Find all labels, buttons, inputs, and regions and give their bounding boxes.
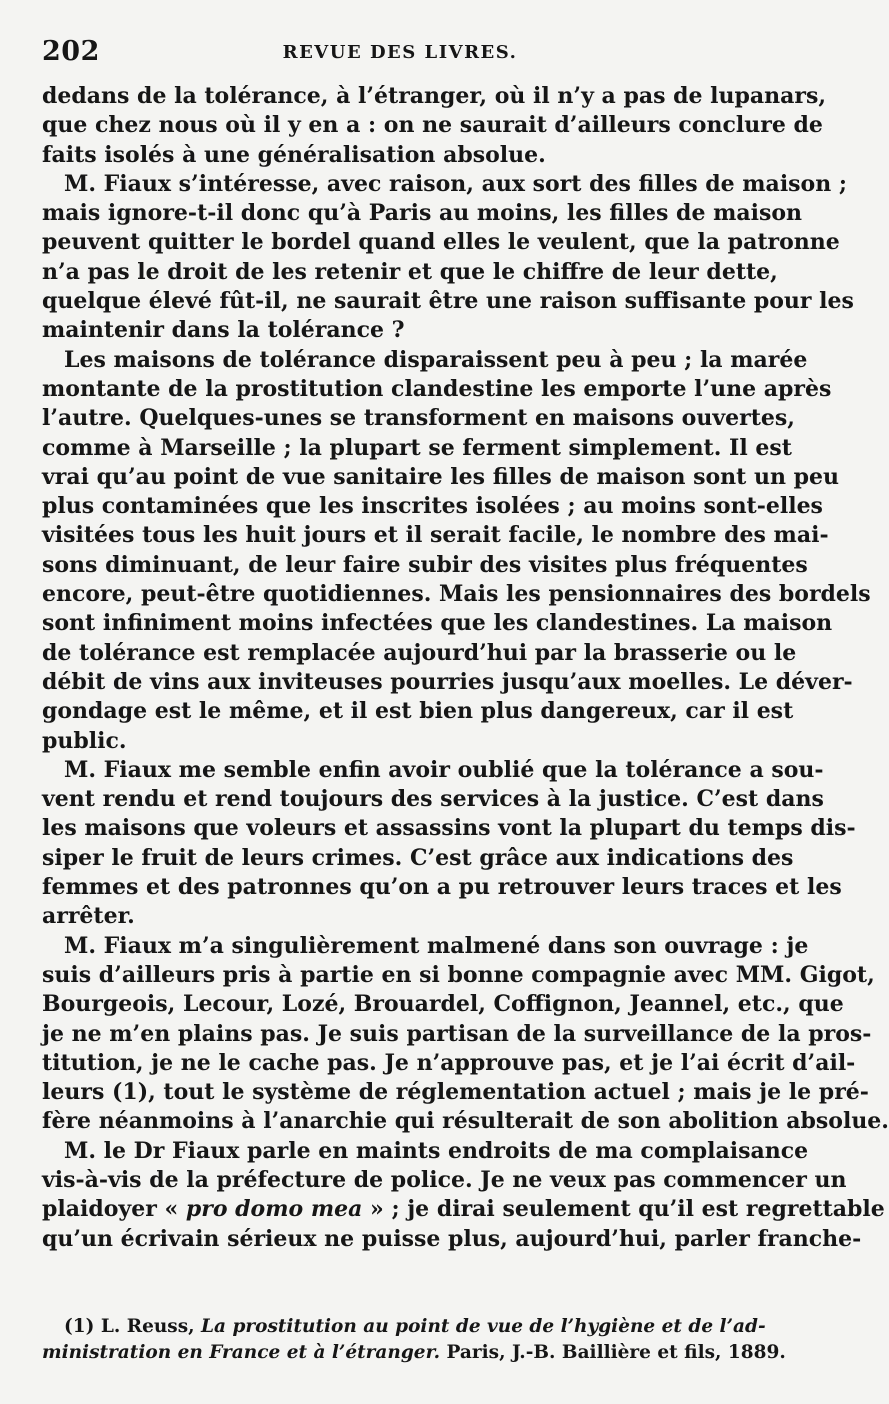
text-line: faits isolés à une généralisation absolue. [42, 141, 546, 168]
text-line: femmes et des patronnes qu’on a pu retrouver leurs traces et les [42, 874, 842, 901]
text-line: encore, peut-être quotidiennes. Mais les pensionnaires des bordels [42, 581, 871, 608]
text-line: Les maisons de tolérance disparaissent peu à peu ; la marée [64, 346, 808, 373]
text-line: fère néanmoins à l’anarchie qui résulterait de son abolition absolue. [42, 1108, 889, 1135]
text-line: peuvent quitter le bordel quand elles le veulent, que la patronne [42, 229, 840, 256]
text-line: siper le fruit de leurs crimes. C’est grâce aux indications des [42, 844, 794, 871]
text-segment: » ; je dirai seulement qu’il est regrettable [362, 1196, 885, 1223]
text-line: sons diminuant, de leur faire subir des visites plus fréquentes [42, 551, 808, 578]
text-line: mais ignore-t-il donc qu’à Paris au moins, les filles de maison [42, 200, 803, 227]
text-line: de tolérance est remplacée aujourd’hui par la brasserie ou le [42, 639, 797, 666]
text-line: plus contaminées que les inscrites isolées ; au moins sont-elles [42, 493, 823, 520]
text-line: vrai qu’au point de vue sanitaire les filles de maison sont un peu [42, 463, 840, 490]
text-segment: plaidoyer « [42, 1196, 186, 1223]
page-number: 202 [42, 36, 100, 67]
text-line: n’a pas le droit de les retenir et que le chiffre de leur dette, [42, 258, 778, 285]
footnote-title: ministration en France et à l’étranger. [42, 1342, 441, 1363]
text-line: l’autre. Quelques-unes se transforment en maisons ouvertes, [42, 405, 795, 432]
text-line: vis-à-vis de la préfecture de police. Je ne veux pas commencer un [42, 1166, 847, 1193]
text-line: que chez nous où il y en a : on ne saurait d’ailleurs conclure de [42, 112, 823, 139]
text-line: titution, je ne le cache pas. Je n’approuve pas, et je l’ai écrit d’ail- [42, 1049, 856, 1076]
footnote [42, 1314, 786, 1366]
footnote-line [42, 1314, 766, 1340]
text-line [42, 1195, 885, 1224]
body-text [42, 82, 889, 1254]
text-line: M. le Dr Fiaux parle en maints endroits de ma complaisance [64, 1137, 809, 1164]
text-line: dedans de la tolérance, à l’étranger, où il n’y a pas de lupanars, [42, 83, 827, 109]
footnote-marker: (1) L. Reuss, [64, 1316, 202, 1337]
text-line: qu’un écrivain sérieux ne puisse plus, aujourd’hui, parler franche- [42, 1225, 862, 1252]
text-line: maintenir dans la tolérance ? [42, 317, 405, 344]
text-line: suis d’ailleurs pris à partie en si bonne compagnie avec MM. Gigot, [42, 961, 875, 988]
footnote-publisher: Paris, J.-B. Baillière et fils, 1889. [440, 1342, 786, 1363]
text-line: comme à Marseille ; la plupart se ferment simplement. Il est [42, 434, 792, 461]
text-line: public. [42, 727, 127, 754]
latin-phrase: pro domo mea [185, 1196, 363, 1223]
text-line: sont infiniment moins infectées que les clandestines. La maison [42, 610, 833, 637]
text-line: visitées tous les huit jours et il serait facile, le nombre des mai- [42, 522, 829, 549]
text-line: M. Fiaux s’intéresse, avec raison, aux sort des filles de maison ; [64, 170, 848, 197]
running-title: REVUE DES LIVRES. [282, 42, 518, 63]
footnote-title: La prostitution au point de vue de l’hygiène et de l’ad- [201, 1316, 766, 1337]
text-line: gondage est le même, et il est bien plus dangereux, car il est [42, 698, 794, 725]
text-line: M. Fiaux m’a singulièrement malmené dans son ouvrage : je [64, 932, 809, 959]
text-line: débit de vins aux inviteuses pourries jusqu’aux moelles. Le déver- [42, 668, 853, 695]
text-line: arrêter. [42, 903, 135, 930]
text-line: leurs (1), tout le système de réglementation actuel ; mais je le pré- [42, 1079, 869, 1106]
page-header [0, 30, 800, 70]
text-line: je ne m’en plains pas. Je suis partisan de la surveillance de la pros- [42, 1020, 872, 1047]
text-line: Bourgeois, Lecour, Lozé, Brouardel, Coffignon, Jeannel, etc., que [42, 991, 844, 1018]
text-line: vent rendu et rend toujours des services à la justice. C’est dans [42, 786, 824, 813]
text-line: les maisons que voleurs et assassins vont la plupart du temps dis- [42, 815, 856, 842]
text-line: M. Fiaux me semble enfin avoir oublié que la tolérance a sou- [64, 756, 824, 783]
text-line: quelque élevé fût-il, ne saurait être une raison suffisante pour les [42, 288, 854, 315]
footnote-line [42, 1340, 786, 1366]
text-line: montante de la prostitution clandestine les emporte l’une après [42, 375, 832, 402]
